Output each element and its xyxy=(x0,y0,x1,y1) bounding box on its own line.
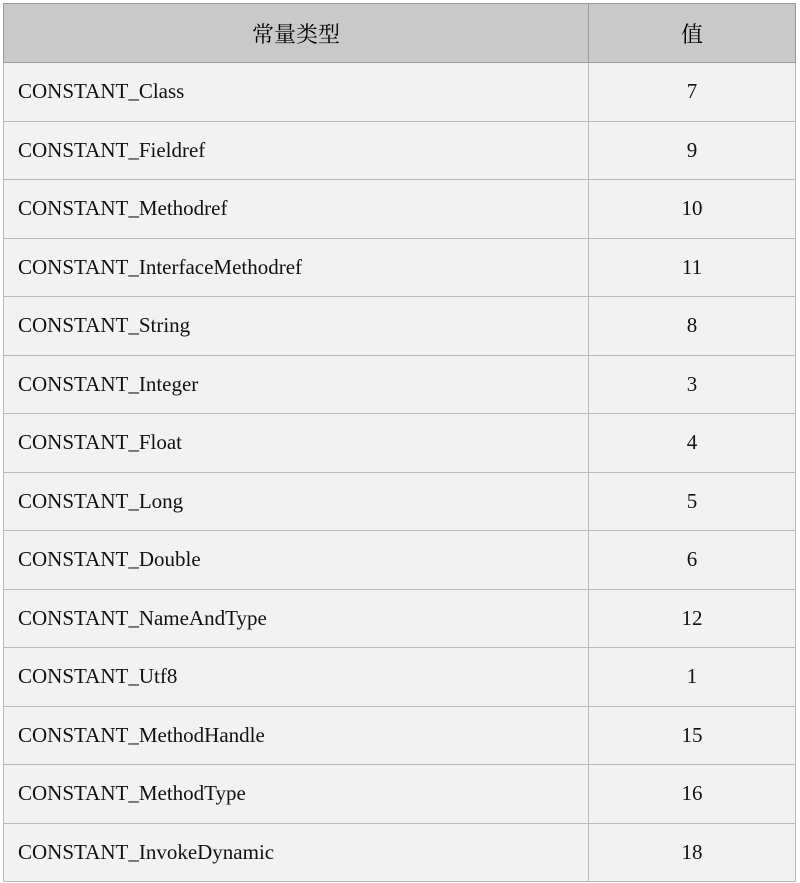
table-row xyxy=(4,823,796,882)
cell-constant-type: CONSTANT_Class xyxy=(4,63,589,122)
column-header-value: 值 xyxy=(589,4,796,63)
cell-value: 18 xyxy=(589,823,796,882)
cell-constant-type: CONSTANT_Long xyxy=(4,472,589,531)
table-row xyxy=(4,706,796,765)
table-row xyxy=(4,765,796,824)
cell-value: 3 xyxy=(589,355,796,414)
table-row xyxy=(4,297,796,356)
cell-constant-type: CONSTANT_MethodHandle xyxy=(4,706,589,765)
cell-value: 15 xyxy=(589,706,796,765)
table-header xyxy=(4,4,796,63)
table-body xyxy=(4,63,796,882)
cell-constant-type: CONSTANT_NameAndType xyxy=(4,589,589,648)
cell-value: 8 xyxy=(589,297,796,356)
cell-value: 16 xyxy=(589,765,796,824)
table-row xyxy=(4,63,796,122)
table-row xyxy=(4,531,796,590)
column-header-constant-type: 常量类型 xyxy=(4,4,589,63)
cell-value: 12 xyxy=(589,589,796,648)
cell-constant-type: CONSTANT_Fieldref xyxy=(4,121,589,180)
cell-value: 7 xyxy=(589,63,796,122)
cell-value: 5 xyxy=(589,472,796,531)
cell-value: 4 xyxy=(589,414,796,473)
cell-value: 11 xyxy=(589,238,796,297)
table-row xyxy=(4,238,796,297)
cell-constant-type: CONSTANT_InterfaceMethodref xyxy=(4,238,589,297)
constant-pool-table xyxy=(3,3,796,882)
table-row xyxy=(4,121,796,180)
table-header-row xyxy=(4,4,796,63)
cell-value: 1 xyxy=(589,648,796,707)
cell-constant-type: CONSTANT_Methodref xyxy=(4,180,589,239)
table-row xyxy=(4,648,796,707)
cell-constant-type: CONSTANT_MethodType xyxy=(4,765,589,824)
cell-constant-type: CONSTANT_String xyxy=(4,297,589,356)
cell-value: 9 xyxy=(589,121,796,180)
cell-value: 6 xyxy=(589,531,796,590)
table-row xyxy=(4,355,796,414)
cell-constant-type: CONSTANT_Float xyxy=(4,414,589,473)
cell-constant-type: CONSTANT_Integer xyxy=(4,355,589,414)
cell-constant-type: CONSTANT_Double xyxy=(4,531,589,590)
table-row xyxy=(4,472,796,531)
cell-value: 10 xyxy=(589,180,796,239)
table-row xyxy=(4,180,796,239)
table-row xyxy=(4,589,796,648)
cell-constant-type: CONSTANT_Utf8 xyxy=(4,648,589,707)
table-row xyxy=(4,414,796,473)
cell-constant-type: CONSTANT_InvokeDynamic xyxy=(4,823,589,882)
